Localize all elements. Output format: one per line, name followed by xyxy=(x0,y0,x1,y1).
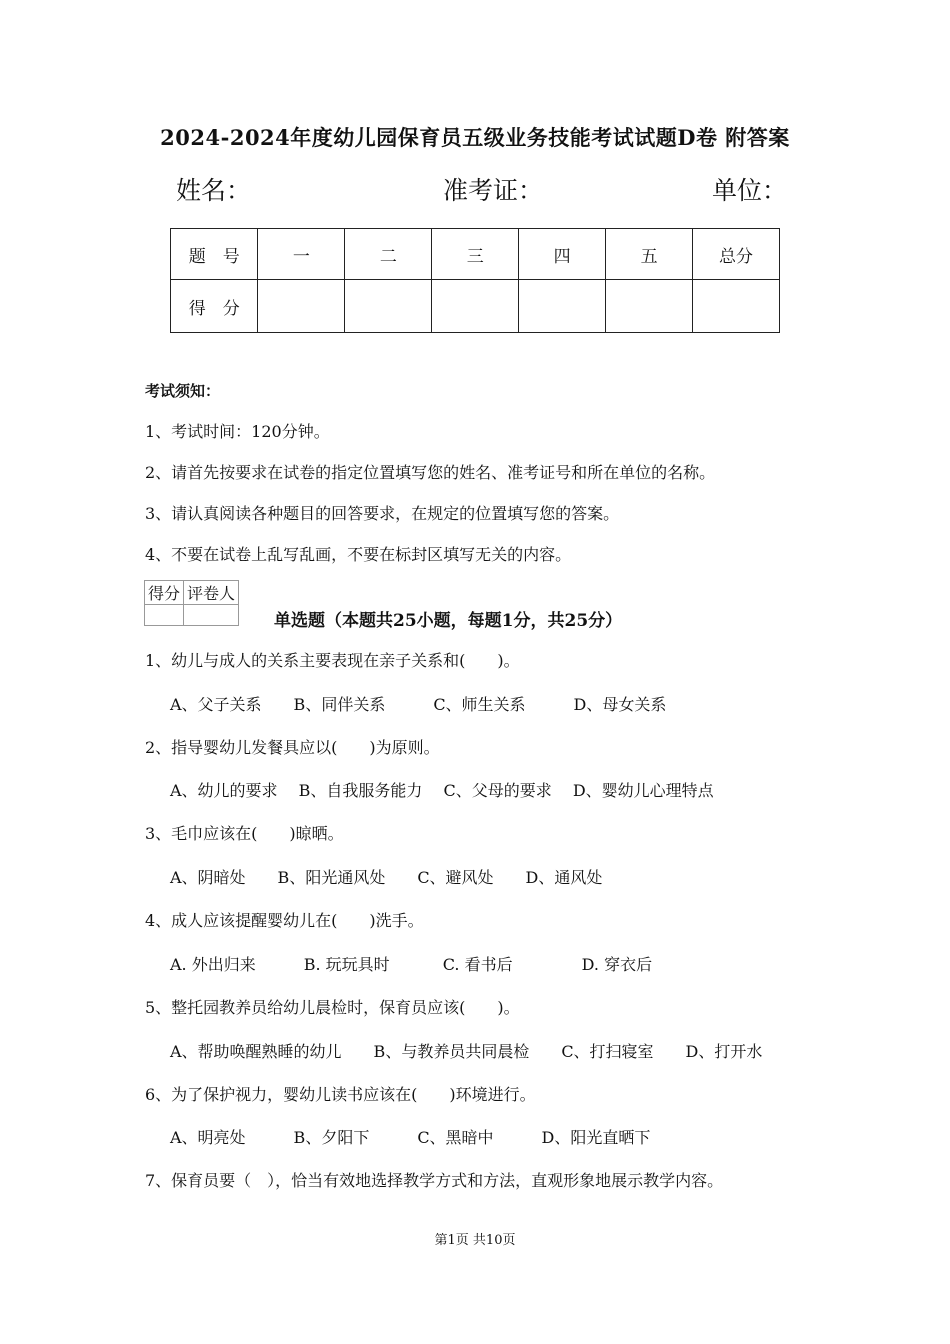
grader-reviewer-label: 评卷人 xyxy=(184,581,239,605)
notice-item: 3、请认真阅读各种题目的回答要求，在规定的位置填写您的答案。 xyxy=(145,504,620,523)
notice-item: 1、考试时间：120分钟。 xyxy=(145,422,330,441)
grader-score-label: 得分 xyxy=(145,581,184,605)
score-cell[interactable] xyxy=(258,280,345,333)
question-stem: 4、成人应该提醒婴幼儿在( )洗手。 xyxy=(145,911,424,930)
score-table-header-cell: 总分 xyxy=(693,229,780,280)
question-stem: 1、幼儿与成人的关系主要表现在亲子关系和( )。 xyxy=(145,651,520,670)
score-table-header-cell: 五 xyxy=(606,229,693,280)
question-stem: 6、为了保护视力，婴幼儿读书应该在( )环境进行。 xyxy=(145,1085,536,1104)
score-table-header-cell: 题 号 xyxy=(171,229,258,280)
score-table-score-row xyxy=(171,280,780,333)
notice-heading: 考试须知： xyxy=(145,382,221,400)
score-row-label: 得 分 xyxy=(171,280,258,333)
question-stem: 3、毛巾应该在( )晾晒。 xyxy=(145,824,344,843)
page-footer: 第1页 共10页 xyxy=(434,1233,516,1248)
score-table-header-cell: 四 xyxy=(519,229,606,280)
score-table-header-cell: 三 xyxy=(432,229,519,280)
question-options: A、幼儿的要求 B、自我服务能力 C、父母的要求 D、婴幼儿心理特点 xyxy=(170,781,714,800)
question-options: A. 外出归来 B. 玩玩具时 C. 看书后 D. 穿衣后 xyxy=(170,955,653,974)
score-cell[interactable] xyxy=(519,280,606,333)
score-cell[interactable] xyxy=(345,280,432,333)
grader-score-cell[interactable] xyxy=(145,605,184,626)
question-stem: 7、保育员要（ ），恰当有效地选择教学方式和方法，直观形象地展示教学内容。 xyxy=(145,1171,724,1190)
section-title: 单选题（本题共25小题，每题1分，共25分） xyxy=(274,611,623,631)
grader-box xyxy=(144,580,239,626)
score-table-header-row xyxy=(171,229,780,280)
question-options: A、阴暗处 B、阳光通风处 C、避风处 D、通风处 xyxy=(170,868,603,887)
exam-number-field-label: 准考证： xyxy=(443,176,544,205)
name-field-label: 姓名： xyxy=(176,176,252,205)
score-table-header-cell: 一 xyxy=(258,229,345,280)
grader-reviewer-cell[interactable] xyxy=(184,605,239,626)
notice-item: 4、不要在试卷上乱写乱画，不要在标封区填写无关的内容。 xyxy=(145,545,572,564)
score-table-header-cell: 二 xyxy=(345,229,432,280)
score-table xyxy=(170,228,780,333)
score-cell[interactable] xyxy=(606,280,693,333)
question-options: A、父子关系 B、同伴关系 C、师生关系 D、母女关系 xyxy=(170,695,667,714)
question-options: A、帮助唤醒熟睡的幼儿 B、与教养员共同晨检 C、打扫寝室 D、打开水 xyxy=(170,1042,763,1061)
unit-field-label: 单位： xyxy=(712,176,788,205)
notice-item: 2、请首先按要求在试卷的指定位置填写您的姓名、准考证号和所在单位的名称。 xyxy=(145,463,716,482)
document-title: 2024-2024年度幼儿园保育员五级业务技能考试试题D卷 附答案 xyxy=(160,125,790,150)
question-stem: 5、整托园教养员给幼儿晨检时，保育员应该( )。 xyxy=(145,998,520,1017)
question-options: A、明亮处 B、夕阳下 C、黑暗中 D、阳光直晒下 xyxy=(170,1128,651,1147)
score-cell[interactable] xyxy=(432,280,519,333)
score-cell[interactable] xyxy=(693,280,780,333)
question-stem: 2、指导婴幼儿发餐具应以( )为原则。 xyxy=(145,738,440,757)
